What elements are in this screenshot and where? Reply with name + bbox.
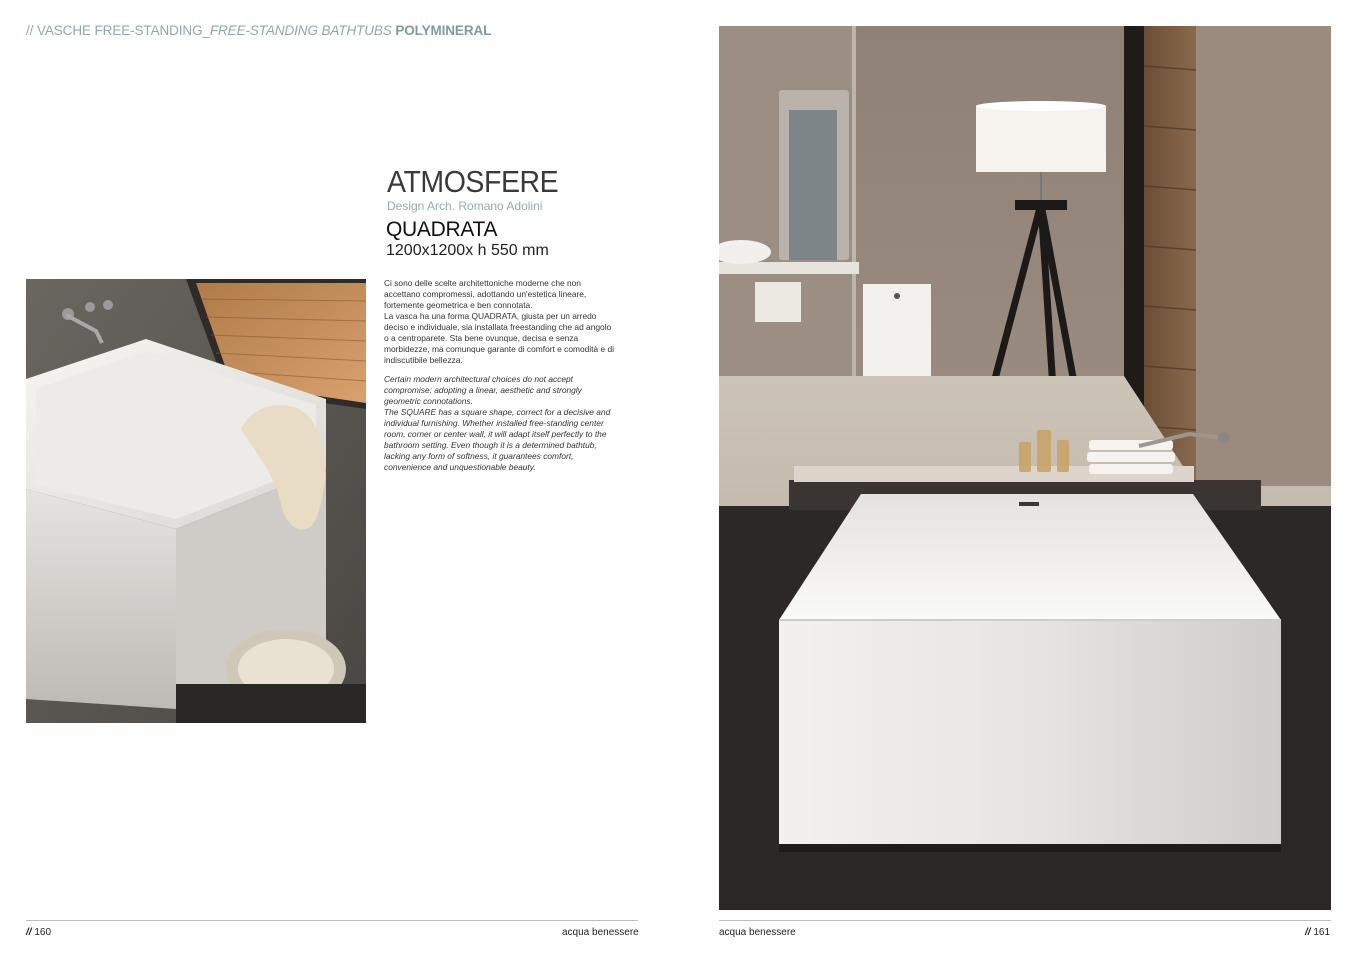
dimensions: 1200x1200x h 550 mm	[386, 242, 549, 259]
section-header	[26, 23, 491, 38]
page-slash-right: //	[1305, 927, 1311, 938]
description-it-1: Ci sono delle scelte architettoniche moderne che non accettano compromessi, adottando un'estetica lineare, fortemente geometrica e ben connotata.	[384, 278, 587, 310]
bathtub-photo-left	[26, 279, 366, 723]
designer-credit: Design Arch. Romano Adolini	[387, 199, 543, 213]
bathroom-photo-right	[719, 26, 1331, 910]
page-number-right	[1305, 927, 1330, 938]
description-block	[384, 278, 616, 473]
page-number-left-value: 160	[34, 927, 52, 938]
description-en-2: The SQUARE has a square shape, correct for a decisive and individual furnishing. Whether installed free-standing center room, corner or center wall, it will adapt itself perfectly to the bathroom setting. Even though it is a determined bathtub, lacking any form of softness, it guarantees comfort, convenience and unquestionable beauty.	[384, 407, 611, 472]
footer-rule-right	[719, 920, 1331, 921]
footer-rule-left	[26, 920, 638, 921]
collection-title: ATMOSFERE	[387, 164, 559, 199]
header-italic: FREE-STANDING BATHTUBS	[209, 23, 392, 38]
bathtub-closeup-illustration	[26, 279, 366, 723]
page-number-left	[26, 927, 51, 938]
page-slash-left: //	[26, 927, 32, 938]
description-it-2: La vasca ha una forma QUADRATA, giusta per un arredo deciso e individuale, sia installata freestanding che ad angolo o a centroparete. Sta bene ovunque, decisa e senza morbidezze, ma comunque garante di comfort e comodità e di indiscutibile bellezza.	[384, 311, 614, 365]
description-en-1: Certain modern architectural choices do not accept compromise: adopting a linear, aesthetic and strongly geometric connotations.	[384, 374, 582, 406]
model-name: QUADRATA	[386, 218, 498, 241]
header-bold: POLYMINERAL	[395, 23, 492, 38]
page-number-right-value: 161	[1313, 927, 1331, 938]
footer-brand-right: acqua benessere	[719, 927, 796, 938]
header-prefix: // VASCHE FREE-STANDING_	[26, 23, 210, 38]
footer-brand-left: acqua benessere	[562, 927, 639, 938]
bathroom-scene-illustration	[719, 26, 1331, 910]
